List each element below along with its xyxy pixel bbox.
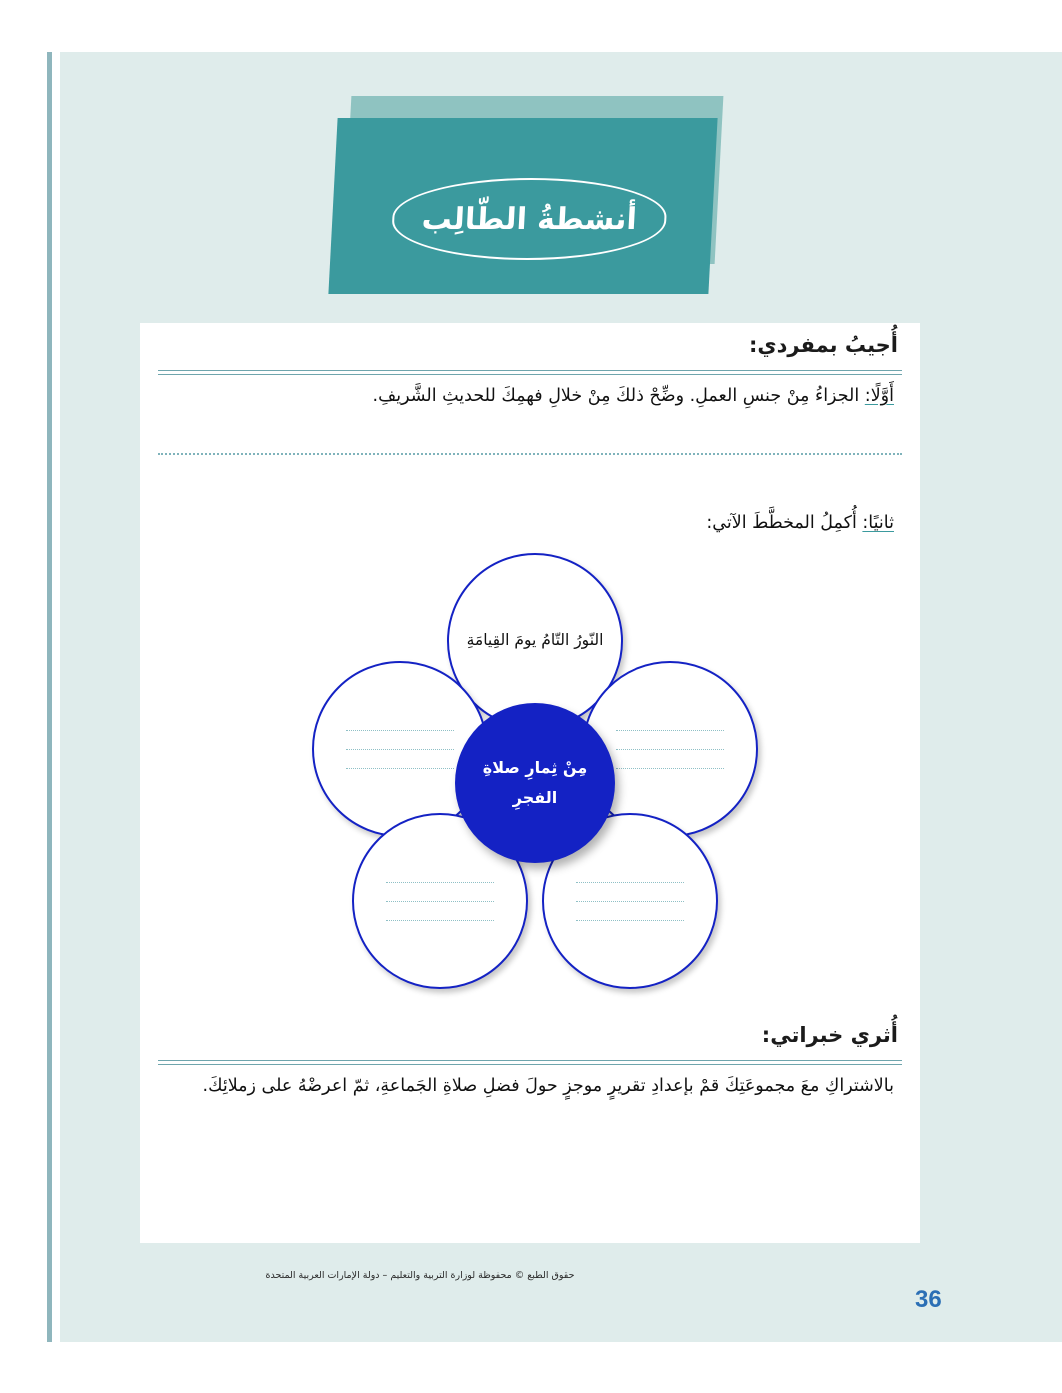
question-one-label: أَوَّلًا:: [864, 386, 894, 406]
petal-writing-line: [576, 901, 684, 902]
section-heading-answer-alone: أُجيبُ بمفردي:: [748, 333, 898, 357]
banner-front-shape: [328, 118, 717, 294]
petal-writing-line: [616, 749, 724, 750]
divider-rule-1: [158, 370, 902, 375]
question-two: [706, 513, 894, 533]
question-two-text: أُكمِلُ المخطَّطَ الآتي:: [706, 513, 857, 533]
petal-writing-line: [386, 901, 494, 902]
banner-label-frame: [390, 178, 668, 260]
petal-writing-line: [616, 730, 724, 731]
banner-title: أنشطةُ الطّالِب: [420, 201, 638, 237]
petal-writing-line: [346, 768, 454, 769]
petal-writing-line: [576, 920, 684, 921]
diagram-center-text: مِنْ ثِمارِ صلاةِ الفجرِ: [482, 757, 588, 807]
divider-rule-2: [158, 1060, 902, 1065]
petal-writing-line: [346, 730, 454, 731]
question-two-label: ثانيًا:: [862, 513, 894, 533]
diagram-center-node: [455, 703, 615, 863]
page-number: 36: [915, 1286, 942, 1313]
enrich-task-text: بالاشتراكِ معَ مجموعَتِكَ قمْ بإعدادِ تقريرٍ موجزٍ حولَ فضلِ صلاةِ الجَماعةِ، ثمّ اعرضْهُ على زملائِكَ.: [202, 1076, 894, 1096]
footer-copyright: حقوق الطبع © محفوظة لوزارة التربية والتعليم – دولة الإمارات العربية المتحدة: [265, 1270, 575, 1281]
section-heading-enrich: أُثري خبراتي:: [761, 1023, 898, 1047]
activities-banner: [325, 96, 735, 301]
petal-writing-line: [616, 768, 724, 769]
page-spine: [47, 52, 52, 1342]
diagram-petal-top-text: النّورُ التّامُ يومَ القِيامَةِ: [466, 631, 604, 650]
petal-writing-line: [386, 882, 494, 883]
petal-writing-line: [386, 920, 494, 921]
answer-line-1[interactable]: [158, 453, 902, 455]
content-card: [140, 323, 920, 1243]
question-one-text: الجزاءُ مِنْ جنسِ العملِ. وضِّحْ ذلكَ مِنْ خلالِ فهمِكَ للحديثِ الشَّريفِ.: [372, 386, 860, 406]
flower-diagram: [300, 553, 770, 973]
petal-writing-line: [576, 882, 684, 883]
question-one: [373, 386, 894, 406]
petal-writing-line: [346, 749, 454, 750]
